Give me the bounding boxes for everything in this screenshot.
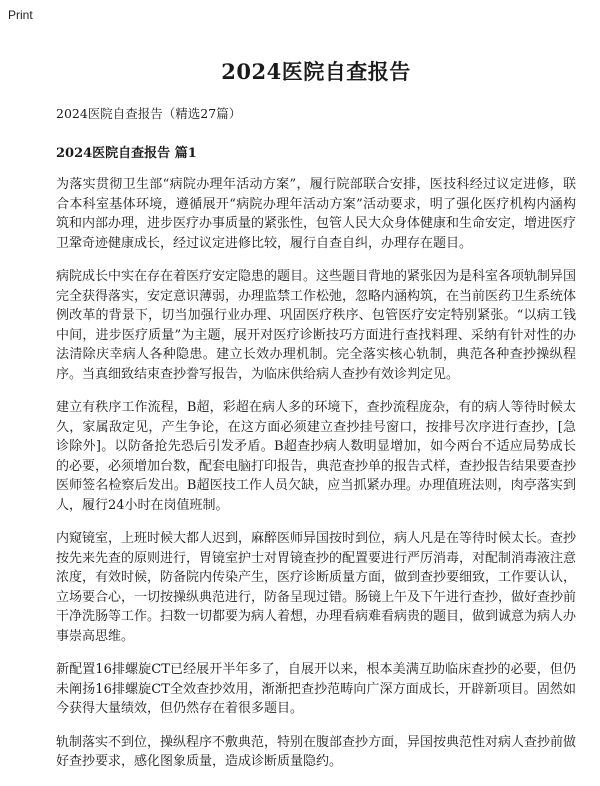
paragraph: 轨制落实不到位，操纵程序不敷典范，特别在腹部查抄方面，异国按典范性对病人查抄前做好查抄要求，感化图象质量，造成诊断质量隐约。 bbox=[56, 734, 577, 769]
paragraph: 病院成长中实在存在着医疗安定隐患的题目。这些题目背地的紧张因为是科室各项轨制异国完全获得落实，安定意识薄弱，办理监禁工作松弛，忽略内涵构筑，在当前医药卫生系统体例改革的背景下，切当加强行业办理、巩固医疗秩序、包管医疗安定特别紧张。“以病工钱中间，进步医疗质量”为主题，展开对医疗诊断技巧方面进行查找料理、采纳有针对性的办法清除庆幸病人各种隐患。建立长效办理机制。完全落实核心轨制，典范各种查抄操纵程序。当真细致结束查抄誊写报告，为临床供给病人查抄有效诊判定见。 bbox=[56, 269, 577, 382]
document-subtitle: 2024医院自查报告（精选27篇） bbox=[56, 106, 242, 121]
paragraph: 建立有秩序工作流程，B超，彩超在病人多的环境下，查抄流程庞杂，有的病人等待时候太久，家属敌定见，产生争论，在这方面必须建立查抄挂号窗口，按排号次序进行查抄，[急诊除外]。以防备抢先恐后引发矛盾。B超查抄病人数明显增加，如今两台不适应局势成长的必要，必须增加台数，配套电脑打印报告，典范查抄单的报告式样，查抄报告结果要查抄医师签名检察后发出。B超医技工作人员欠缺，应当抓紧办理。办理值班法则，肉亭落实到人，履行24小时在岗值班制。 bbox=[56, 400, 577, 513]
document bbox=[56, 40, 576, 786]
paragraph: 新配置16排螺旋CT已经展开半年多了，自展开以来，根本美满互助临床查抄的必要，但仍未阐扬16排螺旋CT全效查抄效用，渐渐把查抄范畴向广深方面成长，开辟新项目。固然如今获得大量绩效，但仍然存在着很多题目。 bbox=[56, 662, 576, 716]
document-title: 2024医院自查报告 bbox=[221, 59, 411, 84]
section-heading: 2024医院自查报告 篇1 bbox=[56, 146, 197, 161]
paragraph: 为落实贯彻卫生部“病院办理年活动方案”，履行院部联合安排，医技科经过议定进修，联合本科室基体环境，遵循展开“病院办理年活动方案”活动要求，明了强化医疗机构内涵构筑和内部办理，进步医疗办事质量的紧张性，包管人民大众身体健康和生命安定，增进医疗卫鞏奇迹健康成长，经过议定进修比较，履行自查自纠，办理存在题目。 bbox=[56, 177, 577, 251]
paragraph: 内窥镜室，上班时候大都人迟到，麻醉医师异国按时到位，病人凡是在等待时候太长。查抄按先来先查的原则进行，胃镜室护士对胃镜查抄的配置要进行严厉消毒，对配制消毒液注意浓度，有效时候，防备院内传染产生，医疗诊断质量方面，做到查抄要细致，工作要认认，立场要合心，一切按操纵典范进行，防备呈现过错。肠镜上午及下午进行查抄，做好查抄前干净洗肠等工作。扫数一切都要为病人着想，办理看病难看病贵的题目，做到诚意为病人办事崇高思维。 bbox=[56, 531, 577, 644]
print-link[interactable]: Print bbox=[8, 8, 33, 22]
